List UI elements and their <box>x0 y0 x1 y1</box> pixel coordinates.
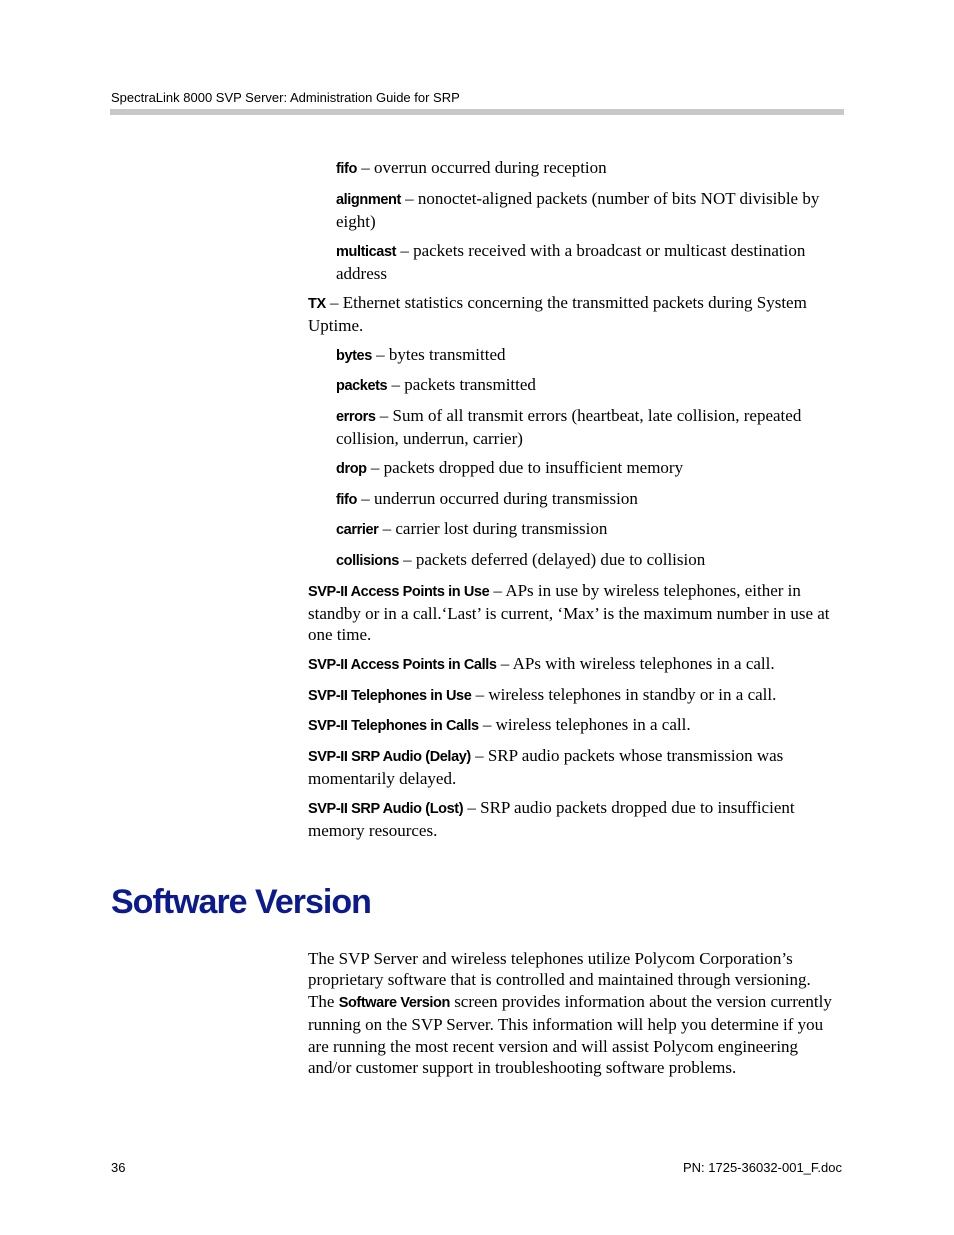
term-description: – Sum of all transmit errors (heartbeat, late collision, repeated collision, underrun, carrier) <box>336 406 802 448</box>
term-label: TX <box>308 296 326 312</box>
term-description: – overrun occurred during reception <box>356 158 607 177</box>
term-label: SVP-II Telephones in Use <box>308 688 472 704</box>
svp-telephones-in-use <box>308 684 843 707</box>
header-rule <box>110 109 844 115</box>
term-label: SVP-II Access Points in Calls <box>308 657 497 673</box>
tx-entry <box>308 292 843 336</box>
term-description: – wireless telephones in a call. <box>478 715 691 734</box>
term-label: bytes <box>336 348 372 364</box>
term-label: SVP-II Access Points in Use <box>308 584 490 600</box>
term-label: drop <box>336 461 367 477</box>
svp-telephones-in-calls <box>308 714 843 737</box>
svp-srp-audio-delay <box>308 745 843 789</box>
term-label: SVP-II SRP Audio (Lost) <box>308 801 464 817</box>
term-label: fifo <box>336 161 357 177</box>
term-description: – packets deferred (delayed) due to collision <box>398 550 706 569</box>
term-description: – underrun occurred during transmission <box>356 489 638 508</box>
term-description: – Ethernet statistics concerning the transmitted packets during System Uptime. <box>308 293 807 335</box>
term-description: – SRP audio packets dropped due to insufficient memory resources. <box>308 798 795 840</box>
running-header: SpectraLink 8000 SVP Server: Administration Guide for SRP <box>111 90 460 105</box>
tx-item-carrier <box>336 518 836 541</box>
tx-item-errors <box>336 405 836 449</box>
term-label: multicast <box>336 244 397 260</box>
tx-item-drop <box>336 457 836 480</box>
term-description: – APs with wireless telephones in a call. <box>496 654 775 673</box>
term-description: – packets transmitted <box>387 375 536 394</box>
term-description: – APs in use by wireless telephones, either in standby or in a call.‘Last’ is current, ‘Max’ is the maximum number in use at one time. <box>308 581 830 644</box>
part-number: PN: 1725-36032-001_F.doc <box>682 1160 842 1175</box>
term-description: – packets received with a broadcast or multicast destination address <box>336 241 806 283</box>
term-description: – nonoctet-aligned packets (number of bits NOT divisible by eight) <box>336 189 820 231</box>
page-number: 36 <box>111 1160 126 1175</box>
body-text-end: screen provides information about the version currently running on the SVP Server. This information will help you determine if you are running the most recent version and will assist Polycom engineering and/or customer support in troubleshooting software problems. <box>308 991 832 1078</box>
section-heading: Software Version <box>111 883 371 921</box>
tx-item-bytes <box>336 344 836 367</box>
term-description: – wireless telephones in standby or in a call. <box>471 685 777 704</box>
tx-item-collisions <box>336 549 836 572</box>
software-version-term: Software Version <box>338 994 450 1011</box>
term-label: fifo <box>336 492 357 508</box>
svp-srp-audio-lost <box>308 797 843 841</box>
term-description: – packets dropped due to insufficient memory <box>366 458 684 477</box>
term-label: collisions <box>336 553 399 569</box>
tx-item-packets <box>336 374 836 397</box>
svp-ap-in-use <box>308 580 843 645</box>
term-label: alignment <box>336 192 401 208</box>
term-label: SVP-II Telephones in Calls <box>308 718 479 734</box>
svp-ap-in-calls <box>308 653 843 676</box>
rx-item-fifo <box>336 157 836 180</box>
term-description: – SRP audio packets whose transmission was momentarily delayed. <box>308 746 784 788</box>
section-body <box>308 948 838 1078</box>
term-description: – carrier lost during transmission <box>378 519 608 538</box>
rx-item-alignment <box>336 188 836 232</box>
tx-item-fifo <box>336 488 836 511</box>
term-label: SVP-II SRP Audio (Delay) <box>308 749 471 765</box>
term-label: packets <box>336 378 388 394</box>
term-description: – bytes transmitted <box>371 345 506 364</box>
body-text-start: The SVP Server and wireless telephones utilize Polycom Corporation’s proprietary software that is controlled and maintained through versioning. The <box>308 949 811 1011</box>
term-label: carrier <box>336 522 379 538</box>
rx-item-multicast <box>336 240 836 284</box>
term-label: errors <box>336 409 376 425</box>
